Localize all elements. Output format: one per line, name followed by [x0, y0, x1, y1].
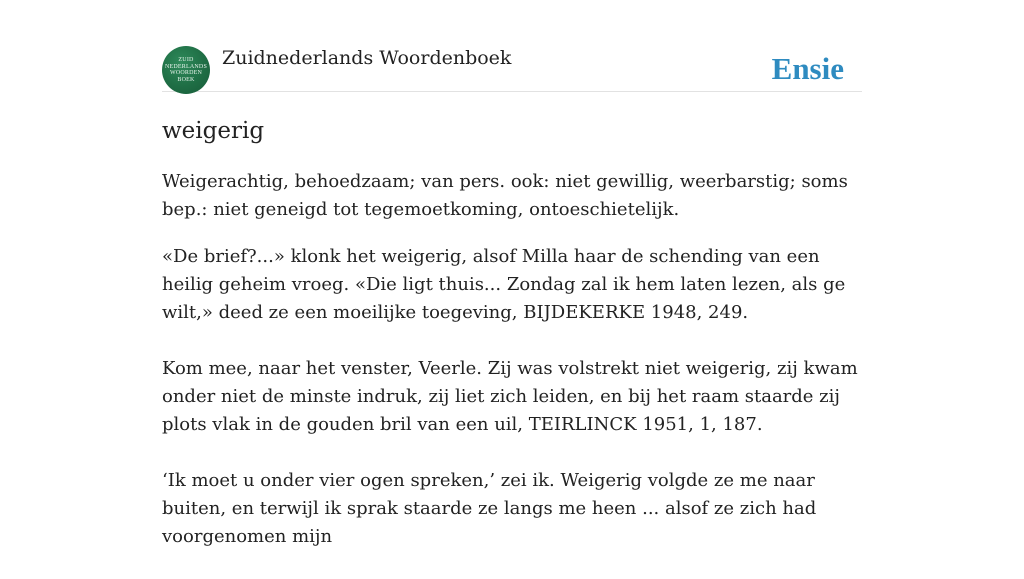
- logo-line-2: NEDERLANDS: [165, 63, 207, 70]
- site-header: [162, 0, 862, 92]
- logo-line-1: ZUID: [178, 57, 194, 63]
- dictionary-logo-icon[interactable]: [162, 46, 210, 94]
- logo-line-3: WOORDEN: [169, 70, 203, 76]
- quotation-2: Kom mee, naar het venster, Veerle. Zij was volstrekt niet weigerig, zij kwam onder niet de minste indruk, zij liet zich leiden, en bij het raam staarde zij plots vlak in de gouden bril van een uil, TEIRLINCK 1951, 1, 187.: [162, 358, 858, 435]
- quotations-list: [162, 243, 862, 579]
- quotation-3: ‘Ik moet u onder vier ogen spreken,’ zei ik. Weigerig volgde ze me naar buiten, en terwijl ik sprak staarde ze langs me heen ... alsof ze zich had voorgenomen mijn: [162, 470, 817, 547]
- entry-definition: Weigerachtig, behoedzaam; van pers. ook: niet gewillig, weerbarstig; soms bep.: niet geneigd tot tegemoetkoming, ontoeschietelijk.: [162, 171, 848, 220]
- page-container: [162, 0, 862, 547]
- dictionary-name-link[interactable]: Zuidnederlands Woordenboek: [222, 47, 512, 69]
- quotation-1: «De brief?...» klonk het weigerig, alsof Milla haar de schending van een heilig geheim vroeg. «Die ligt thuis... Zondag zal ik hem laten lezen, als ge wilt,» deed ze een moeilijke toegeving, BIJDEKERKE 1948, 249.: [162, 246, 846, 323]
- logo-line-4: BOEK: [177, 76, 195, 83]
- entry-title: weigerig: [162, 118, 265, 144]
- ensie-brand-link[interactable]: Ensie: [771, 51, 844, 86]
